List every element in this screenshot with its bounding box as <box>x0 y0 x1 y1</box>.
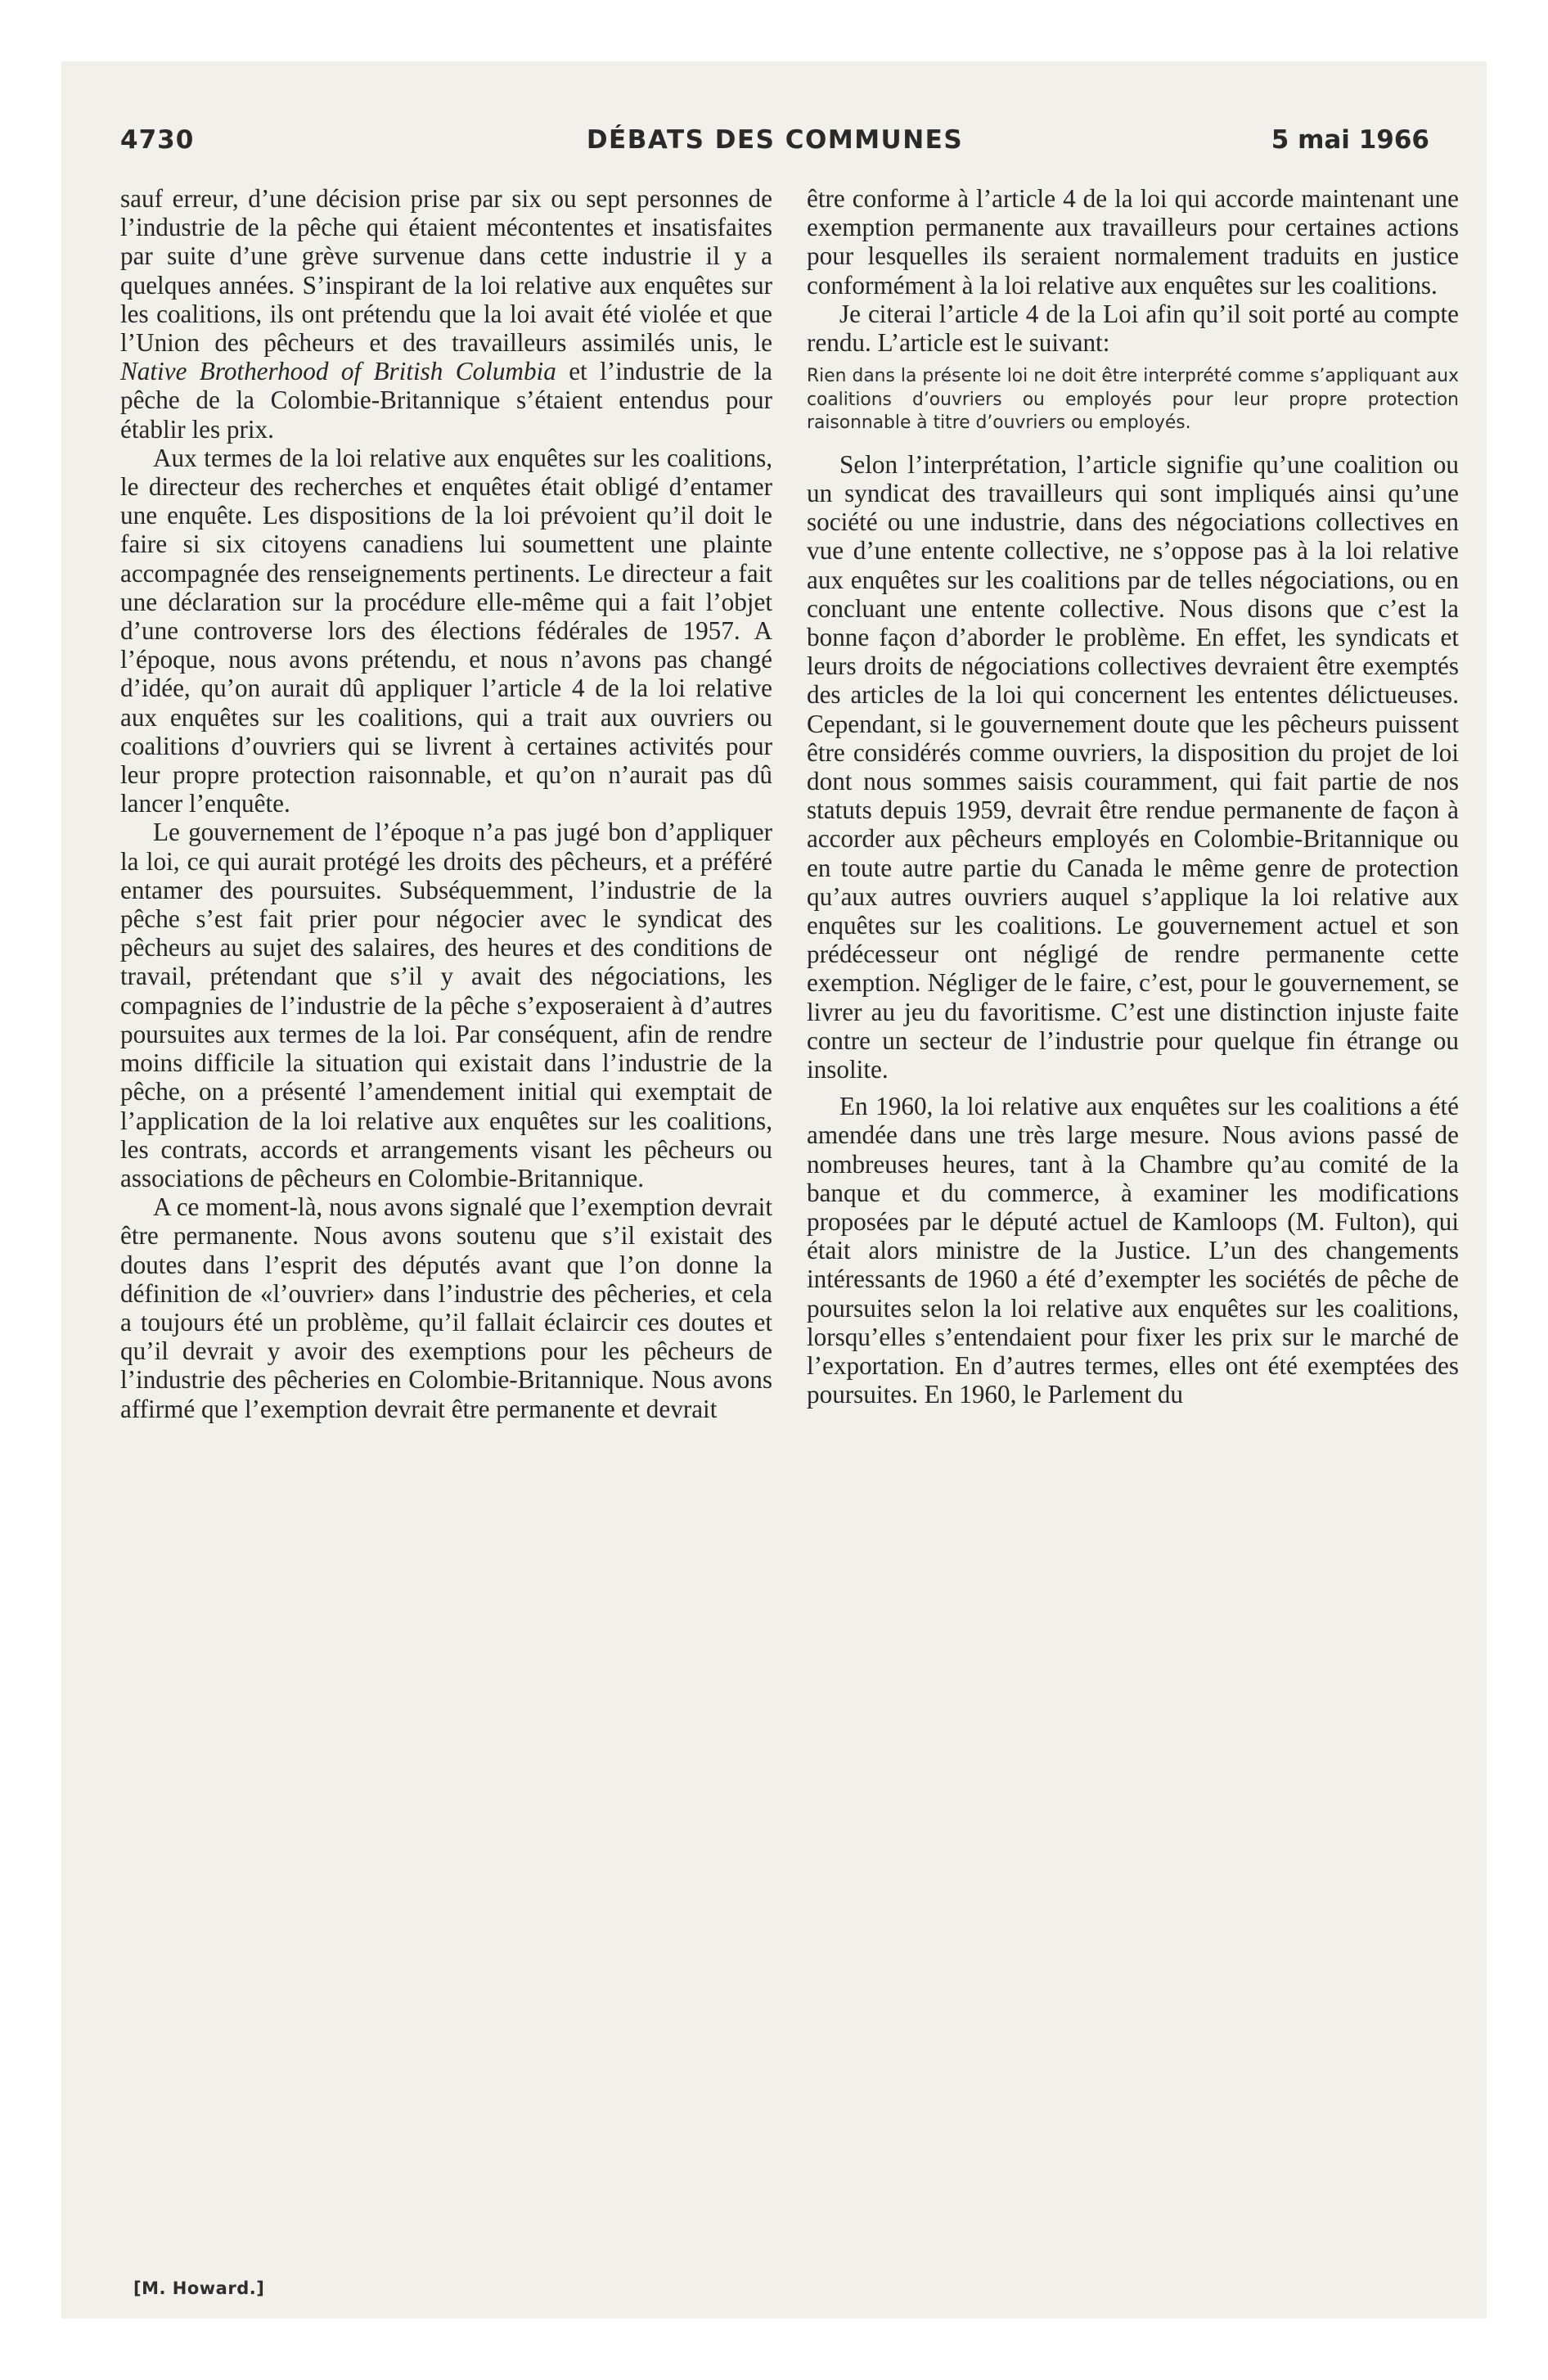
left-paragraph-1 <box>120 184 772 444</box>
right-column <box>807 184 1459 1409</box>
session-date: 5 mai 1966 <box>1271 125 1429 155</box>
left-paragraph-2: Aux termes de la loi relative aux enquêtes sur les coalitions, le directeur des recherches et enquêtes était obligé d’entamer une enquête. Les dispositions de la loi prévoient qu’il doit le faire si six citoyens canadiens lui soumettent une plainte accompagnée des renseignements pertinents. Le directeur a fait une déclaration sur la procédure elle-même qui a fait l’objet d’une controverse lors des élections fédérales de 1957. A l’époque, nous avons prétendu, et nous n’avons pas changé d’idée, qu’on aurait dû appliquer l’article 4 de la loi relative aux enquêtes sur les coalitions, qui a trait aux ouvriers ou coalitions d’ouvriers qui se livrent à certaines activités pour leur propre protection raisonnable, et qu’on n’aurait pas dû lancer l’enquête. <box>120 443 772 818</box>
publication-title: DÉBATS DES COMMUNES <box>586 125 964 155</box>
right-paragraph-3: Selon l’interprétation, l’article signifie qu’une coalition ou un syndicat des travailleurs qui sont impliqués ainsi qu’une société ou une industrie, dans des négociations collectives en vue d’une entente collective, ne s’oppose pas à la loi relative aux enquêtes sur les coalitions par de telles négociations, ou en concluant une entente collective. Nous disons que c’est la bonne façon d’aborder le problème. En effet, les syndicats et leurs droits de négociations collectives devraient être exemptés des articles de la loi qui concernent les ententes délictueuses. Cependant, si le gouvernement doute que les pêcheurs puissent être considérés comme ouvriers, la disposition du projet de loi dont nous sommes saisis couramment, qui fait partie de nos statuts depuis 1959, devrait être rendue permanente de façon à accorder aux pêcheurs employés en Colombie-Britannique ou en toute autre partie du Canada le même genre de protection qu’aux autres ouvriers auquel s’applique la loi relative aux enquêtes sur les coalitions. Le gouvernement actuel et son prédécesseur ont négligé de rendre permanente cette exemption. Négliger de le faire, c’est, pour le gouvernement, se livrer au jeu du favoritisme. C’est une distinction injuste faite contre un secteur de l’industrie pour quelque fin étrange ou insolite. <box>807 449 1459 1084</box>
left-paragraph-4: A ce moment-là, nous avons signalé que l’exemption devrait être permanente. Nous avons soutenu que s’il existait des doutes dans l’esprit des députés avant que l’on donne la définition de «l’ouvrier» dans l’industrie des pêcheries, et cela a toujours été un problème, qu’il fallait éclaircir ces doutes et qu’il devrait y avoir des exemptions pour les pêcheurs de l’industrie des pêcheries en Colombie-Britannique. Nous avons affirmé que l’exemption devrait être permanente et devrait <box>120 1192 772 1423</box>
left-p1-text-b: et l’industrie de la pêche de la Colombie-Britannique s’étaient entendus pour établir les prix. <box>120 357 772 444</box>
left-p1-italic-name: Native Brotherhood of British Columbia <box>120 357 556 386</box>
right-paragraph-1: être conforme à l’article 4 de la loi qui accorde maintenant une exemption permanente aux travailleurs pour certaines actions pour lesquelles ils seraient normalement traduits en justice conformément à la loi relative aux enquêtes sur les coalitions. <box>807 184 1459 300</box>
left-p1-text-a: sauf erreur, d’une décision prise par six ou sept personnes de l’industrie de la pêche qui étaient mécontentes et insatisfaites par suite d’une grève survenue dans cette industrie il y a quelques années. S’inspirant de la loi relative aux enquêtes sur les coalitions, ils ont prétendu que la loi avait été violée et que l’Union des pêcheurs et des travailleurs assimilés unis, le <box>120 184 772 358</box>
speaker-attribution: [M. Howard.] <box>133 2279 265 2298</box>
left-column <box>120 184 772 1423</box>
right-paragraph-4: En 1960, la loi relative aux enquêtes sur les coalitions a été amendée dans une très large mesure. Nous avions passé de nombreuses heures, tant à la Chambre qu’au comité de la banque et du commerce, à examiner les modifications proposées par le député actuel de Kamloops (M. Fulton), qui était alors ministre de la Justice. L’un des changements intéressants de 1960 a été d’exempter les sociétés de pêche de poursuites selon la loi relative aux enquêtes sur les coalitions, lorsqu’elles s’entendaient pour fixer les prix sur le marché de l’exportation. En d’autres termes, elles ont été exemptées des poursuites. En 1960, le Parlement du <box>807 1092 1459 1409</box>
hansard-page <box>61 61 1487 2319</box>
right-paragraph-2: Je citerai l’article 4 de la Loi afin qu’il soit porté au compte rendu. L’article est le suivant: <box>807 299 1459 358</box>
page-number: 4730 <box>120 125 195 155</box>
paragraph-gap <box>807 1084 1459 1092</box>
running-header <box>120 125 1429 174</box>
quoted-article-4: Rien dans la présente loi ne doit être interprété comme s’appliquant aux coalitions d’ouvriers ou employés pour leur propre protection raisonnable à titre d’ouvriers ou employés. <box>807 366 1459 434</box>
left-paragraph-3: Le gouvernement de l’époque n’a pas jugé bon d’appliquer la loi, ce qui aurait protégé les droits des pêcheurs, et a préféré entamer des poursuites. Subséquemment, l’industrie de la pêche s’est fait prier pour négocier avec le syndicat des pêcheurs au sujet des salaires, des heures et des conditions de travail, prétendant que s’il y avait des négociations, les compagnies de l’industrie de la pêche s’exposeraient à d’autres poursuites aux termes de la loi. Par conséquent, afin de rendre moins difficile la situation qui existait dans l’industrie de la pêche, on a présenté l’amendement initial qui exemptait de l’application de la loi relative aux enquêtes sur les coalitions, les contrats, accords et arrangements visant les pêcheurs ou associations de pêcheurs en Colombie-Britannique. <box>120 818 772 1192</box>
